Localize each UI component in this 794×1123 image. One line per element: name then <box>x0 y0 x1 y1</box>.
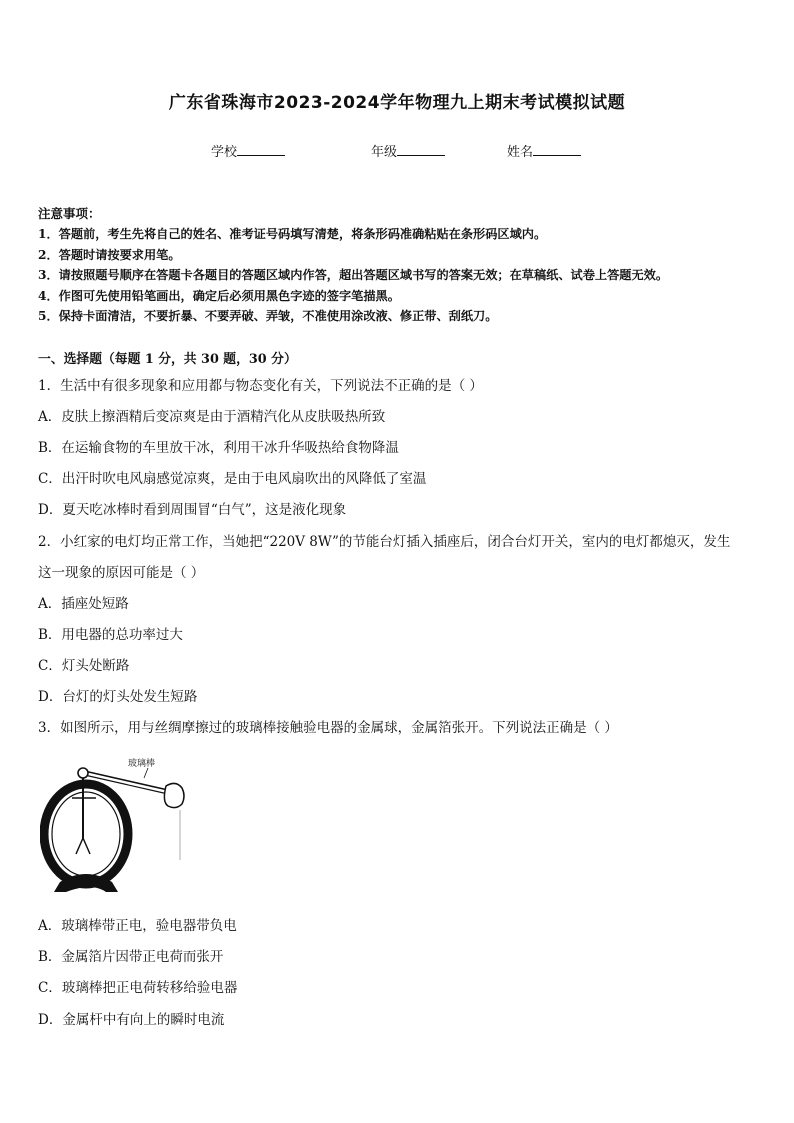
question-3-option-c: C．玻璃棒把正电荷转移给验电器 <box>38 980 238 996</box>
question-2-option-a: A．插座处短路 <box>38 596 129 612</box>
hand <box>164 783 184 807</box>
question-3-stem: 3．如图所示，用与丝绸摩擦过的玻璃棒接触验电器的金属球，金属箔张开。下列说法正确是（ ） <box>38 720 618 736</box>
electroscope-figure <box>40 752 190 900</box>
question-3-option-d: D．金属杆中有向上的瞬时电流 <box>38 1012 225 1028</box>
question-1-option-a: A．皮肤上擦酒精后变凉爽是由于酒精汽化从皮肤吸热所致 <box>38 409 386 425</box>
notes-heading: 注意事项： <box>38 206 101 221</box>
name-blank <box>533 143 581 156</box>
question-1-option-b: B．在运输食物的车里放干冰，利用干冰升华吸热给食物降温 <box>38 440 399 456</box>
question-2-option-c: C．灯头处断路 <box>38 658 130 674</box>
question-2-option-b: B．用电器的总功率过大 <box>38 627 183 643</box>
name-label: 姓名 <box>507 145 534 160</box>
metal-leaf-right <box>83 838 90 854</box>
question-1-stem: 1．生活中有很多现象和应用都与物态变化有关，下列说法不正确的是（ ） <box>38 378 483 394</box>
grade-blank <box>397 143 445 156</box>
question-2-option-d: D．台灯的灯头处发生短路 <box>38 689 198 705</box>
glass-rod-label: 玻璃棒 <box>128 759 156 769</box>
question-1-option-d: D．夏天吃冰棒时看到周围冒“白气”，这是液化现象 <box>38 502 347 518</box>
question-3-option-a: A．玻璃棒带正电，验电器带负电 <box>38 918 237 934</box>
school-blank <box>237 143 285 156</box>
question-2-stem-line1: 2．小红家的电灯均正常工作，当她把“220V 8W”的节能台灯插入插座后，闭合台灯开关，室内的电灯都熄灭，发生 <box>38 534 731 550</box>
metal-leaf-left <box>76 838 83 854</box>
electroscope-casing <box>44 784 128 884</box>
school-label: 学校 <box>211 145 238 160</box>
note-item: 2．答题时请按要求用笔。 <box>38 248 181 262</box>
section-heading: 一、选择题（每题 1 分，共 30 题，30 分） <box>38 352 297 367</box>
note-item: 5．保持卡面清洁，不要折暴、不要弄破、弄皱，不准使用涂改液、修正带、刮纸刀。 <box>38 309 498 323</box>
name-field <box>507 141 581 160</box>
question-3-option-b: B．金属箔片因带正电荷而张开 <box>38 949 224 965</box>
page-title: 广东省珠海市2023-2024学年物理九上期末考试模拟试题 <box>168 93 626 113</box>
question-1-option-c: C．出汗时吹电风扇感觉凉爽，是由于电风扇吹出的风降低了室温 <box>38 471 427 487</box>
grade-field <box>371 141 445 160</box>
note-item: 4．作图可先使用铅笔画出，确定后必须用黑色字迹的签字笔描黑。 <box>38 289 400 303</box>
school-field <box>211 141 285 160</box>
grade-label: 年级 <box>371 145 398 160</box>
note-item: 1．答题前，考生先将自己的姓名、准考证号码填写清楚，将条形码准确粘贴在条形码区域内。 <box>38 227 547 241</box>
note-item: 3．请按照题号顺序在答题卡各题目的答题区域内作答，超出答题区域书写的答案无效；在草稿纸、试卷上答题无效。 <box>38 268 669 282</box>
metal-ball <box>78 768 88 778</box>
question-2-stem-line2: 这一现象的原因可能是（ ） <box>38 565 205 581</box>
